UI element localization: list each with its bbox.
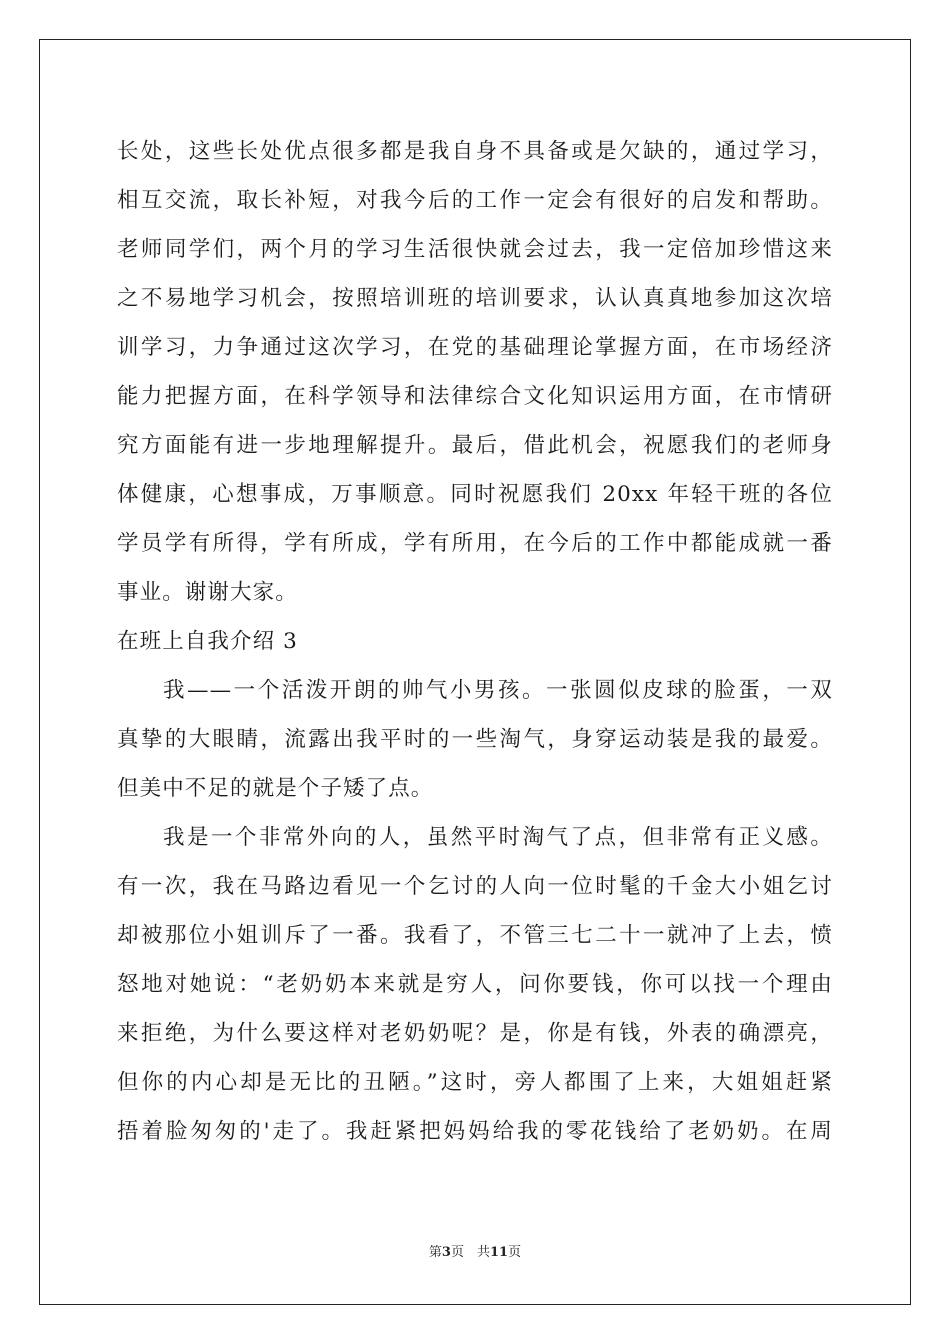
text-line: 但美中不足的就是个子矮了点。 — [117, 776, 434, 801]
paragraph-first-line: 我——一个活泼开朗的帅气小男孩。一张圆似皮球的脸蛋，一双 — [163, 678, 833, 703]
page-footer — [0, 1244, 950, 1262]
text-line: 相互交流，取长补短，对我今后的工作一定会有很好的启发和帮助。 — [117, 188, 833, 213]
text-line: 学员学有所得，学有所成，学有所用，在今后的工作中都能成就一番 — [117, 531, 833, 556]
current-page-number: 3 — [441, 1245, 451, 1260]
page-border — [39, 39, 911, 1305]
text-line: 事业。谢谢大家。 — [117, 580, 298, 605]
text-line: 来拒绝，为什么要这样对老奶奶呢？是，你是有钱，外表的确漂亮， — [117, 1021, 833, 1046]
text-line: 老师同学们，两个月的学习生活很快就会过去，我一定倍加珍惜这来 — [117, 237, 833, 262]
text-line: 但你的内心却是无比的丑陋。”这时，旁人都围了上来，大姐姐赶紧 — [117, 1070, 833, 1095]
footer-suffix: 页 — [508, 1245, 522, 1260]
section-heading: 在班上自我介绍 3 — [117, 629, 298, 654]
text-line: 真挚的大眼睛，流露出我平时的一些淘气，身穿运动装是我的最爱。 — [117, 727, 833, 752]
text-line: 体健康，心想事成，万事顺意。同时祝愿我们 20xx 年轻干班的各位 — [117, 482, 833, 507]
text-line: 怒地对她说：“老奶奶本来就是穷人，问你要钱，你可以找一个理由 — [117, 972, 833, 997]
total-page-count: 11 — [489, 1245, 509, 1260]
text-line: 之不易地学习机会，按照培训班的培训要求，认认真真地参加这次培 — [117, 286, 833, 311]
text-line: 长处，这些长处优点很多都是我自身不具备或是欠缺的，通过学习， — [117, 139, 833, 164]
text-line: 究方面能有进一步地理解提升。最后，借此机会，祝愿我们的老师身 — [117, 433, 833, 458]
text-line: 却被那位小姐训斥了一番。我看了，不管三七二十一就冲了上去，愤 — [117, 923, 833, 948]
text-line: 有一次，我在马路边看见一个乞讨的人向一位时髦的千金大小姐乞讨 — [117, 874, 833, 899]
footer-mid: 页 共 — [450, 1245, 490, 1260]
footer-prefix: 第 — [428, 1245, 442, 1260]
text-line: 能力把握方面，在科学领导和法律综合文化知识运用方面，在市情研 — [117, 384, 833, 409]
paragraph-first-line: 我是一个非常外向的人，虽然平时淘气了点，但非常有正义感。 — [163, 825, 833, 850]
text-line: 训学习，力争通过这次学习，在党的基础理论掌握方面，在市场经济 — [117, 335, 833, 360]
text-line: 捂着脸匆匆的'走了。我赶紧把妈妈给我的零花钱给了老奶奶。在周 — [117, 1119, 833, 1144]
